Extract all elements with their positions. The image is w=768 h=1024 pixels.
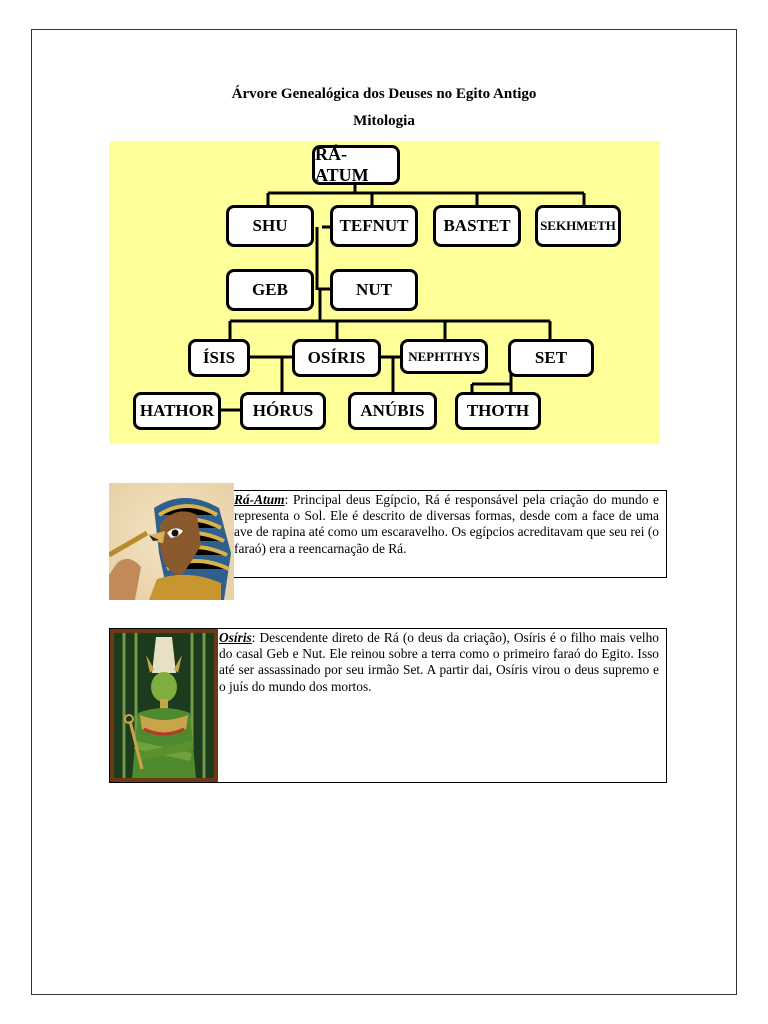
node-ra-atum: RÁ-ATUM — [312, 145, 400, 185]
document-title: Árvore Genealógica dos Deuses no Egito Antigo — [231, 86, 537, 102]
node-nut: NUT — [330, 269, 418, 311]
node-shu: SHU — [226, 205, 314, 247]
entry-ra-atum-text — [234, 492, 659, 557]
entry-ra-atum-description: : Principal deus Egípcio, Rá é responsável pela criação do mundo e representa o Sol. Ele é descrito de diversas formas, desde com a face de uma ave de rapina até como um escaravelho. Os egípcios acreditavam que seu rei (o faraó) era a reencarnação de Rá. — [234, 492, 659, 556]
family-tree — [109, 141, 660, 444]
osiris-portrait — [110, 629, 218, 782]
ra-atum-portrait — [109, 483, 234, 600]
node-thoth: THOTH — [455, 392, 541, 430]
node-osiris: OSÍRIS — [292, 339, 381, 377]
node-horus: HÓRUS — [240, 392, 326, 430]
node-set: SET — [508, 339, 594, 377]
entry-osiris-name: Osíris — [219, 630, 252, 645]
node-bastet: BASTET — [433, 205, 521, 247]
entry-osiris-description: : Descendente direto de Rá (o deus da criação), Osíris é o filho mais velho do casal Geb e Nut. Ele reinou sobre a terra como o primeiro faraó do Egito. Isso até ser assassinado por seu irmão Set. A partir dai, Osíris virou o deus supremo e o juís do mundo dos mortos. — [219, 630, 659, 694]
entry-osiris-text — [219, 630, 659, 695]
node-sekhmeth: SEKHMETH — [535, 205, 621, 247]
node-tefnut: TEFNUT — [330, 205, 418, 247]
node-nephthys: NEPHTHYS — [400, 339, 488, 374]
document-subtitle: Mitologia — [353, 113, 415, 129]
node-anubis: ANÚBIS — [348, 392, 437, 430]
node-geb: GEB — [226, 269, 314, 311]
node-hathor: HATHOR — [133, 392, 221, 430]
node-isis: ÍSIS — [188, 339, 250, 377]
entry-ra-atum-name: Rá-Atum — [234, 492, 285, 507]
